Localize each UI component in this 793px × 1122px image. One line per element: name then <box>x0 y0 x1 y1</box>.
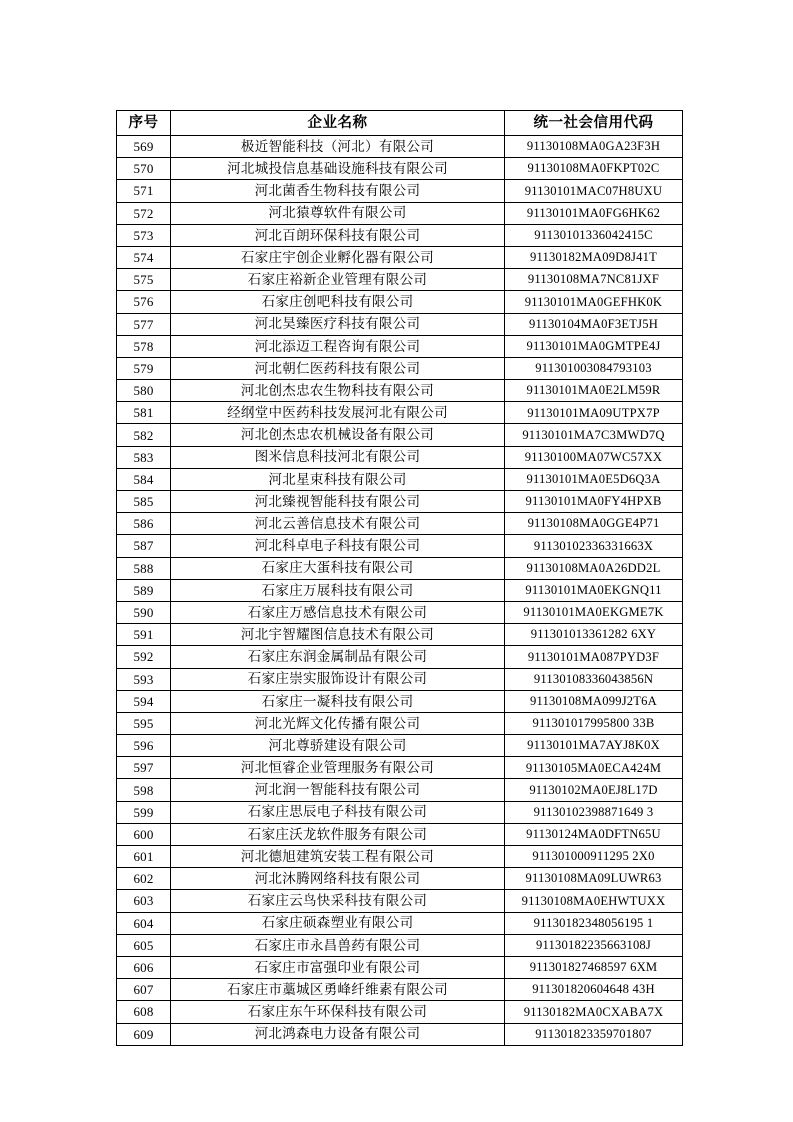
cell-enterprise-name: 石家庄市永昌兽药有限公司 <box>171 934 505 956</box>
cell-credit-code: 91130108MA0EHWTUXX <box>505 890 683 912</box>
cell-enterprise-name: 石家庄沃龙软件服务有限公司 <box>171 823 505 845</box>
cell-sequence: 598 <box>117 779 171 801</box>
cell-credit-code: 91130124MA0DFTN65U <box>505 823 683 845</box>
cell-sequence: 582 <box>117 424 171 446</box>
table-row <box>117 579 683 601</box>
cell-sequence: 573 <box>117 224 171 246</box>
cell-sequence: 600 <box>117 823 171 845</box>
cell-sequence: 581 <box>117 402 171 424</box>
cell-credit-code: 91130101MA0GMTPE4J <box>505 335 683 357</box>
table-row <box>117 757 683 779</box>
cell-sequence: 570 <box>117 158 171 180</box>
column-header-sequence: 序号 <box>117 111 171 136</box>
cell-credit-code: 91130182MA0CXABA7X <box>505 1001 683 1023</box>
cell-enterprise-name: 河北星束科技有限公司 <box>171 468 505 490</box>
cell-sequence: 593 <box>117 668 171 690</box>
table-row <box>117 491 683 513</box>
cell-credit-code: 911301013361282 6XY <box>505 624 683 646</box>
cell-enterprise-name: 石家庄大蛋科技有限公司 <box>171 557 505 579</box>
cell-enterprise-name: 河北城投信息基础设施科技有限公司 <box>171 158 505 180</box>
table-row <box>117 956 683 978</box>
table-row <box>117 690 683 712</box>
cell-enterprise-name: 石家庄东午环保科技有限公司 <box>171 1001 505 1023</box>
cell-sequence: 602 <box>117 868 171 890</box>
cell-credit-code: 91130101MA0E2LM59R <box>505 380 683 402</box>
table-row <box>117 557 683 579</box>
table-row <box>117 668 683 690</box>
cell-credit-code: 91130101MA087PYD3F <box>505 646 683 668</box>
cell-credit-code: 911301827468597 6XM <box>505 956 683 978</box>
cell-enterprise-name: 河北菌香生物科技有限公司 <box>171 180 505 202</box>
cell-enterprise-name: 河北鸿森电力设备有限公司 <box>171 1023 505 1045</box>
table-row <box>117 868 683 890</box>
cell-sequence: 583 <box>117 446 171 468</box>
table-row <box>117 513 683 535</box>
cell-credit-code: 91130101MA09UTPX7P <box>505 402 683 424</box>
cell-credit-code: 91130108MA09LUWR63 <box>505 868 683 890</box>
registry-table-container <box>116 110 682 1046</box>
table-row <box>117 823 683 845</box>
cell-enterprise-name: 河北创杰忠农机械设备有限公司 <box>171 424 505 446</box>
table-row <box>117 335 683 357</box>
cell-sequence: 604 <box>117 912 171 934</box>
cell-enterprise-name: 河北朝仁医药科技有限公司 <box>171 357 505 379</box>
header-row <box>117 111 683 136</box>
cell-credit-code: 91130108MA0A26DD2L <box>505 557 683 579</box>
cell-enterprise-name: 石家庄思辰电子科技有限公司 <box>171 801 505 823</box>
cell-enterprise-name: 河北尊骄建设有限公司 <box>171 735 505 757</box>
table-row <box>117 1023 683 1045</box>
table-row <box>117 846 683 868</box>
cell-sequence: 586 <box>117 513 171 535</box>
table-row <box>117 890 683 912</box>
cell-enterprise-name: 河北沐腾网络科技有限公司 <box>171 868 505 890</box>
cell-sequence: 595 <box>117 712 171 734</box>
cell-credit-code: 91130101MA0E5D6Q3A <box>505 468 683 490</box>
cell-enterprise-name: 石家庄崇实服饰设计有限公司 <box>171 668 505 690</box>
cell-sequence: 592 <box>117 646 171 668</box>
cell-credit-code: 91130108MA0FKPT02C <box>505 158 683 180</box>
table-row <box>117 224 683 246</box>
cell-enterprise-name: 河北云善信息技术有限公司 <box>171 513 505 535</box>
cell-credit-code: 91130101336042415C <box>505 224 683 246</box>
cell-sequence: 576 <box>117 291 171 313</box>
cell-sequence: 584 <box>117 468 171 490</box>
cell-credit-code: 91130102MA0EJ8L17D <box>505 779 683 801</box>
cell-sequence: 594 <box>117 690 171 712</box>
table-row <box>117 1001 683 1023</box>
cell-sequence: 607 <box>117 979 171 1001</box>
cell-sequence: 591 <box>117 624 171 646</box>
cell-enterprise-name: 石家庄宇创企业孵化器有限公司 <box>171 246 505 268</box>
table-row <box>117 979 683 1001</box>
cell-enterprise-name: 河北猿尊软件有限公司 <box>171 202 505 224</box>
cell-enterprise-name: 石家庄市藁城区勇峰纤维素有限公司 <box>171 979 505 1001</box>
cell-sequence: 580 <box>117 380 171 402</box>
table-row <box>117 357 683 379</box>
cell-sequence: 587 <box>117 535 171 557</box>
cell-sequence: 574 <box>117 246 171 268</box>
cell-credit-code: 91130108MA099J2T6A <box>505 690 683 712</box>
table-row <box>117 136 683 158</box>
cell-enterprise-name: 石家庄市富强印业有限公司 <box>171 956 505 978</box>
cell-credit-code: 91130101MA7AYJ8K0X <box>505 735 683 757</box>
cell-enterprise-name: 河北昊臻医疗科技有限公司 <box>171 313 505 335</box>
table-row <box>117 246 683 268</box>
cell-credit-code: 91130102398871649 3 <box>505 801 683 823</box>
cell-sequence: 603 <box>117 890 171 912</box>
cell-credit-code: 91130101MA0GEFHK0K <box>505 291 683 313</box>
table-row <box>117 735 683 757</box>
table-row <box>117 313 683 335</box>
table-row <box>117 446 683 468</box>
cell-sequence: 579 <box>117 357 171 379</box>
column-header-enterprise-name: 企业名称 <box>171 111 505 136</box>
cell-sequence: 571 <box>117 180 171 202</box>
cell-credit-code: 91130108MA0GGE4P71 <box>505 513 683 535</box>
table-body <box>117 136 683 1046</box>
table-row <box>117 712 683 734</box>
cell-credit-code: 911301003084793103 <box>505 357 683 379</box>
cell-enterprise-name: 河北恒睿企业管理服务有限公司 <box>171 757 505 779</box>
table-row <box>117 269 683 291</box>
cell-sequence: 609 <box>117 1023 171 1045</box>
cell-credit-code: 91130102336331663X <box>505 535 683 557</box>
cell-credit-code: 91130105MA0ECA424M <box>505 757 683 779</box>
cell-credit-code: 91130101MA0FY4HPXB <box>505 491 683 513</box>
cell-enterprise-name: 石家庄东润金属制品有限公司 <box>171 646 505 668</box>
cell-credit-code: 91130104MA0F3ETJ5H <box>505 313 683 335</box>
cell-sequence: 601 <box>117 846 171 868</box>
table-row <box>117 934 683 956</box>
table-row <box>117 624 683 646</box>
cell-credit-code: 91130108336043856N <box>505 668 683 690</box>
table-row <box>117 779 683 801</box>
enterprise-registry-table <box>116 110 683 1046</box>
cell-credit-code: 91130101MA0EKGME7K <box>505 601 683 623</box>
cell-sequence: 589 <box>117 579 171 601</box>
cell-sequence: 577 <box>117 313 171 335</box>
table-row <box>117 535 683 557</box>
cell-enterprise-name: 极近智能科技（河北）有限公司 <box>171 136 505 158</box>
table-row <box>117 402 683 424</box>
cell-sequence: 588 <box>117 557 171 579</box>
cell-sequence: 572 <box>117 202 171 224</box>
cell-enterprise-name: 石家庄云鸟快采科技有限公司 <box>171 890 505 912</box>
cell-credit-code: 911301017995800 33B <box>505 712 683 734</box>
cell-enterprise-name: 图米信息科技河北有限公司 <box>171 446 505 468</box>
table-row <box>117 158 683 180</box>
cell-credit-code: 91130101MA0EKGNQ11 <box>505 579 683 601</box>
cell-credit-code: 91130108MA0GA23F3H <box>505 136 683 158</box>
cell-enterprise-name: 河北添迈工程咨询有限公司 <box>171 335 505 357</box>
table-row <box>117 424 683 446</box>
cell-sequence: 608 <box>117 1001 171 1023</box>
cell-enterprise-name: 石家庄裕新企业管理有限公司 <box>171 269 505 291</box>
cell-credit-code: 91130108MA7NC81JXF <box>505 269 683 291</box>
cell-sequence: 569 <box>117 136 171 158</box>
cell-enterprise-name: 石家庄创吧科技有限公司 <box>171 291 505 313</box>
cell-enterprise-name: 河北创杰忠农生物科技有限公司 <box>171 380 505 402</box>
cell-enterprise-name: 河北德旭建筑安装工程有限公司 <box>171 846 505 868</box>
cell-credit-code: 91130182MA09D8J41T <box>505 246 683 268</box>
cell-enterprise-name: 石家庄万感信息技术有限公司 <box>171 601 505 623</box>
cell-sequence: 585 <box>117 491 171 513</box>
cell-credit-code: 911301820604648 43H <box>505 979 683 1001</box>
cell-credit-code: 911301000911295 2X0 <box>505 846 683 868</box>
cell-sequence: 578 <box>117 335 171 357</box>
cell-enterprise-name: 石家庄硕森塑业有限公司 <box>171 912 505 934</box>
cell-credit-code: 91130101MA0FG6HK62 <box>505 202 683 224</box>
column-header-credit-code: 统一社会信用代码 <box>505 111 683 136</box>
cell-enterprise-name: 河北光辉文化传播有限公司 <box>171 712 505 734</box>
table-row <box>117 180 683 202</box>
table-row <box>117 646 683 668</box>
table-row <box>117 801 683 823</box>
cell-sequence: 575 <box>117 269 171 291</box>
cell-enterprise-name: 河北百朗环保科技有限公司 <box>171 224 505 246</box>
table-row <box>117 291 683 313</box>
table-header <box>117 111 683 136</box>
cell-credit-code: 91130100MA07WC57XX <box>505 446 683 468</box>
cell-sequence: 596 <box>117 735 171 757</box>
cell-sequence: 597 <box>117 757 171 779</box>
table-row <box>117 202 683 224</box>
cell-credit-code: 91130182235663108J <box>505 934 683 956</box>
cell-credit-code: 91130182348056195 1 <box>505 912 683 934</box>
cell-sequence: 590 <box>117 601 171 623</box>
cell-enterprise-name: 经纲堂中医药科技发展河北有限公司 <box>171 402 505 424</box>
table-row <box>117 380 683 402</box>
cell-sequence: 605 <box>117 934 171 956</box>
table-row <box>117 912 683 934</box>
table-row <box>117 468 683 490</box>
cell-sequence: 599 <box>117 801 171 823</box>
cell-enterprise-name: 河北宇智耀图信息技术有限公司 <box>171 624 505 646</box>
cell-enterprise-name: 河北科卓电子科技有限公司 <box>171 535 505 557</box>
cell-enterprise-name: 河北润一智能科技有限公司 <box>171 779 505 801</box>
cell-enterprise-name: 石家庄一凝科技有限公司 <box>171 690 505 712</box>
table-row <box>117 601 683 623</box>
cell-credit-code: 911301823359701807 <box>505 1023 683 1045</box>
cell-sequence: 606 <box>117 956 171 978</box>
cell-credit-code: 91130101MAC07H8UXU <box>505 180 683 202</box>
cell-credit-code: 91130101MA7C3MWD7Q <box>505 424 683 446</box>
cell-enterprise-name: 石家庄万展科技有限公司 <box>171 579 505 601</box>
cell-enterprise-name: 河北臻视智能科技有限公司 <box>171 491 505 513</box>
